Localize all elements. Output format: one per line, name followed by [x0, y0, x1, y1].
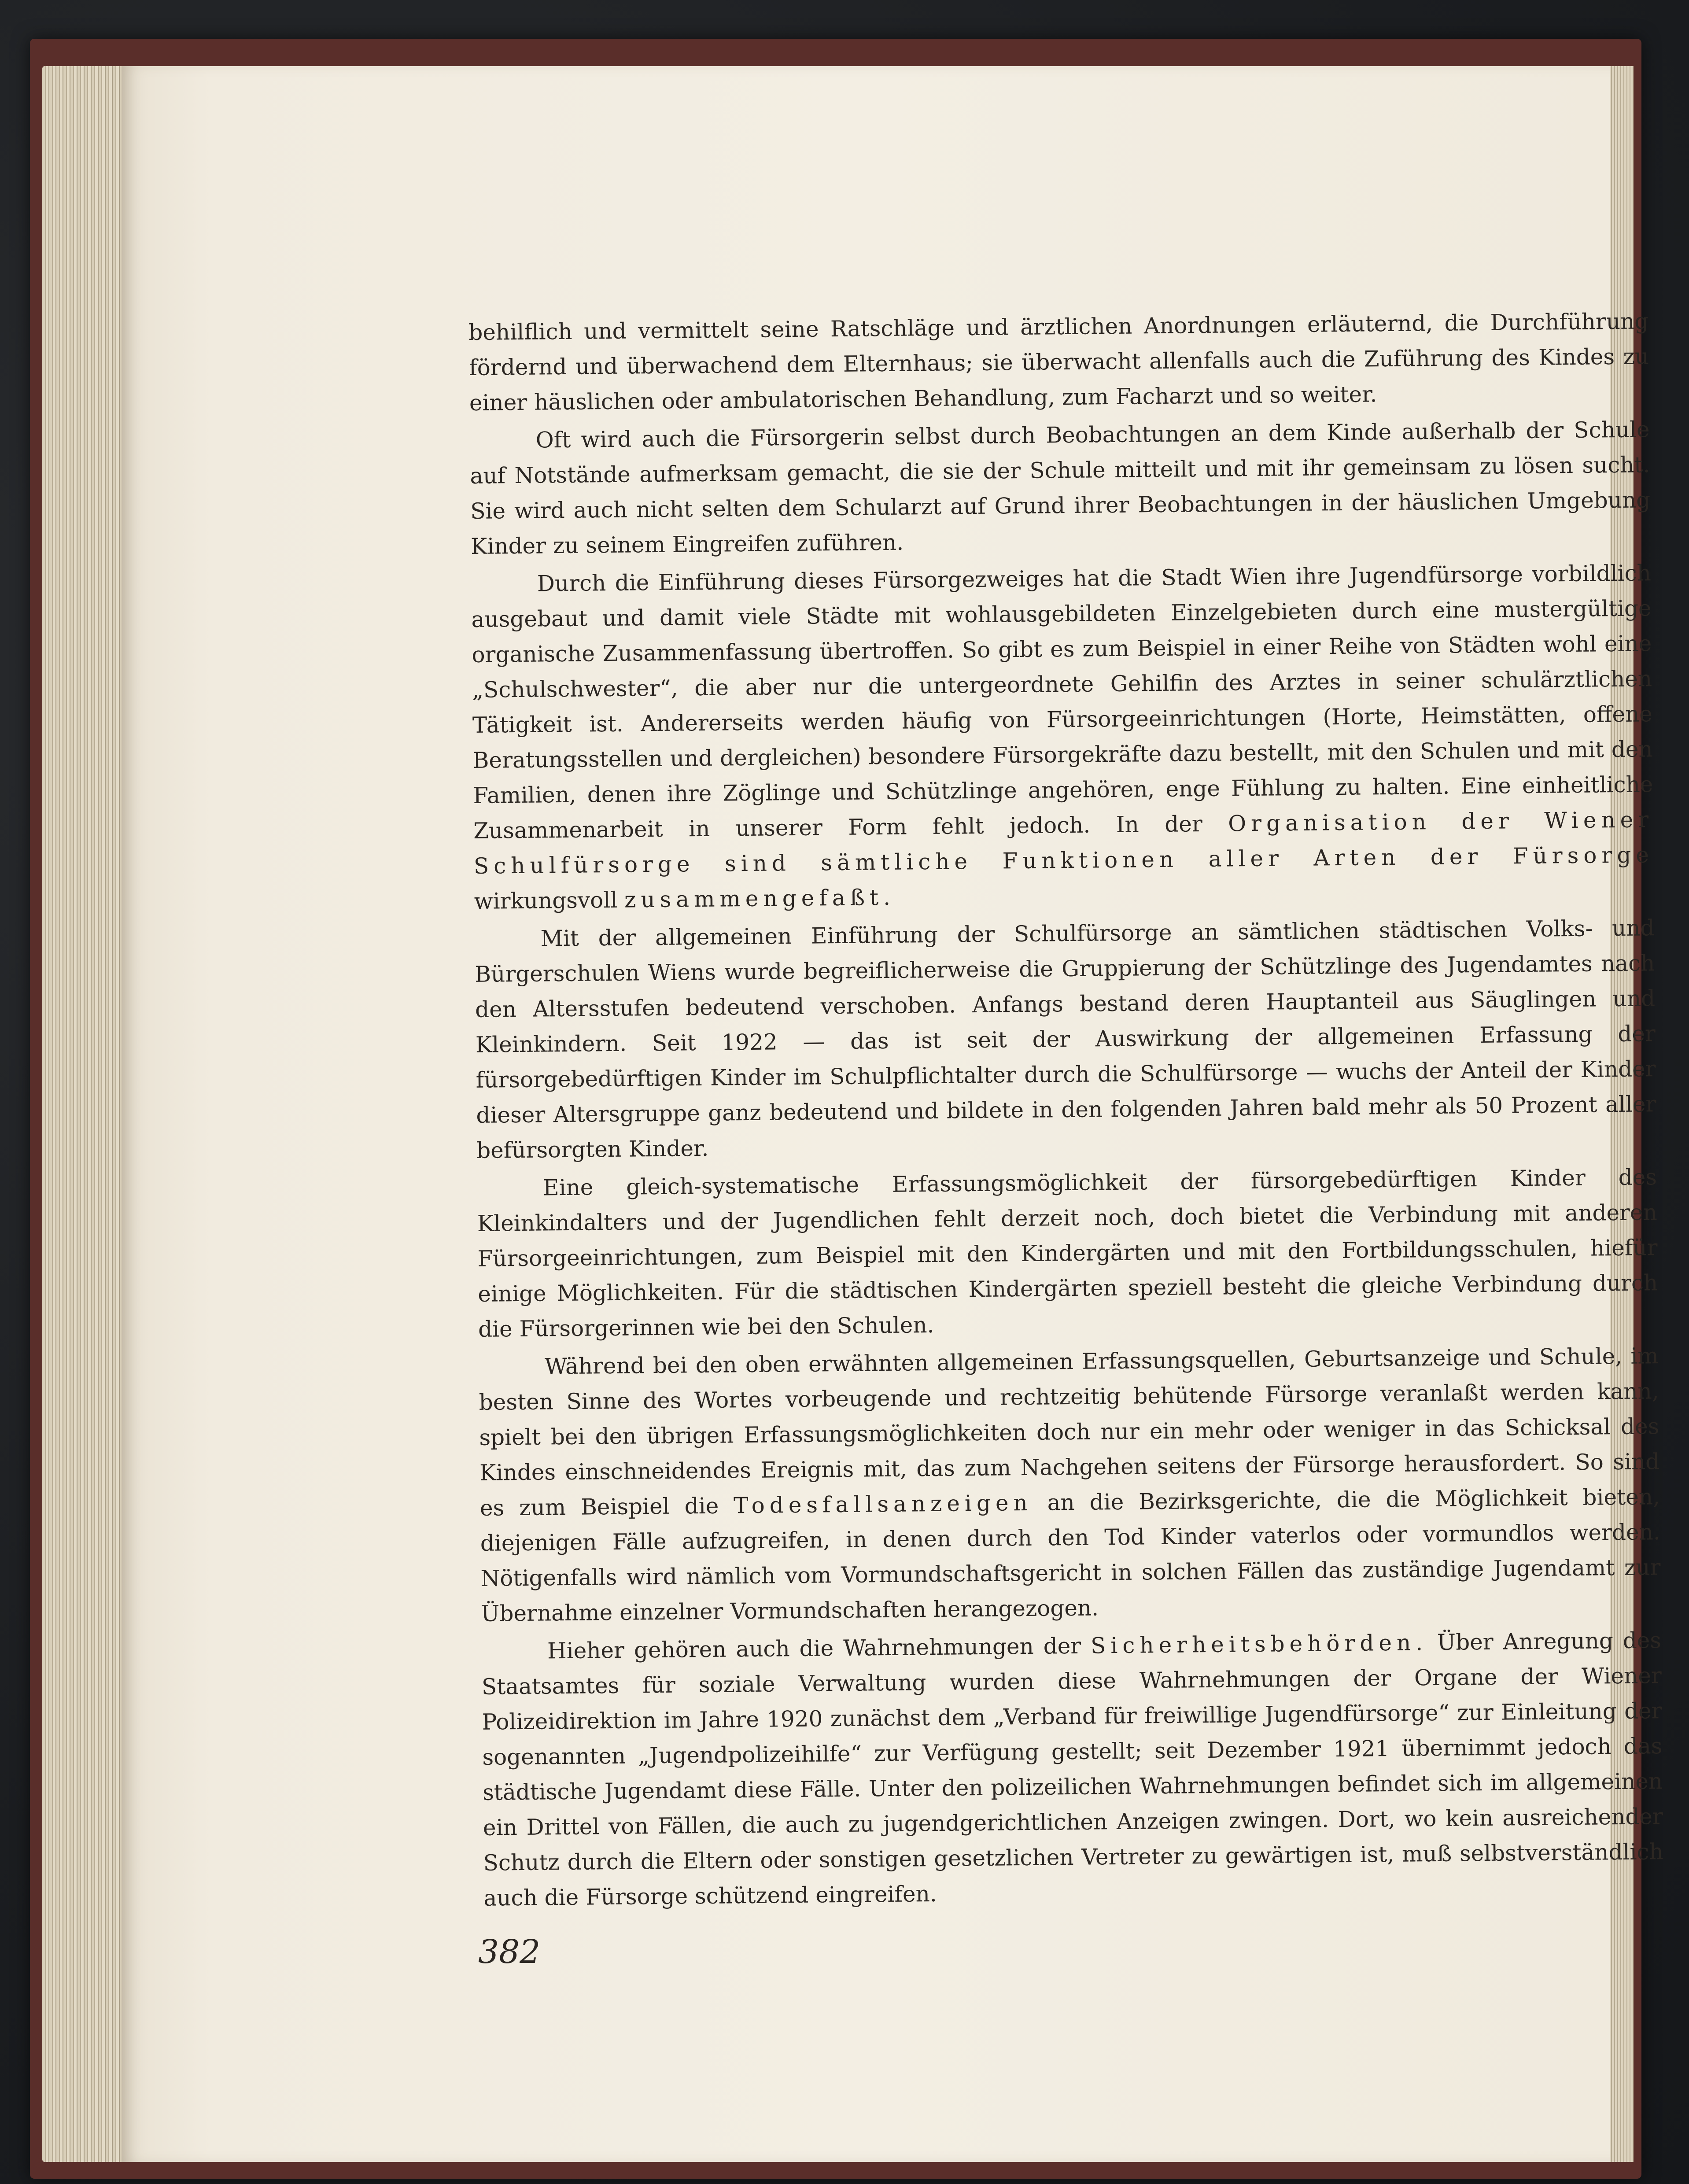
text-segment: an die Bezirksgerichte, die die Möglichkeit bieten, diejenigen Fälle aufzugreifen, in denen durch den Tod Kinder vaterlos oder vormundlos werden. Nötigenfalls wird nämlich vom Vormundschaftsgericht in solchen Fällen das zuständige Jugendamt zur Übernahme einzelner Vormundschaften herangezogen.	[480, 1484, 1661, 1627]
paragraph	[469, 412, 1651, 564]
text-segment: Während bei den oben erwähnten allgemeinen Erfassungsquellen, Geburtsanzeige und Schule, im besten Sinne des Wortes vorbeugende und rechtzeitig behütende Fürsorge veranlaßt werden kann, spielt bei den übrigen Erfassungsmöglichkeiten doch nur ein mehr oder weniger in das Schicksal des Kindes einschneidendes Ereignis mit, das zum Nachgehen seitens der Fürsorge herausfordert. So sind es zum Beispiel die	[479, 1343, 1660, 1521]
text-segment: Eine gleich-systematische Erfassungsmöglichkeit der fürsorgebedürftigen Kinder des Kleinkindalters und der Jugendlichen fehlt derzeit noch, doch bietet die Verbindung mit anderen Fürsorgeeinrichtungen, zum Beispiel mit den Kindergärten und mit den Fortbildungsschulen, hiefür einige Möglichkeiten. Für die städtischen Kindergärten speziell besteht die gleiche Verbindung durch die Fürsorgerinnen wie bei den Schulen.	[477, 1164, 1658, 1342]
paragraph	[481, 1623, 1664, 1916]
spaced-emphasis: Organisation der Wiener Schulfürsorge sind sämtliche Funktionen aller Arten der Fürsorge	[473, 807, 1654, 879]
text-segment: behilflich und vermittelt seine Ratschläge und ärztlichen Anordnungen erläuternd, die Durchführung fördernd und überwachend dem Elternhaus; sie überwacht allenfalls auch die Zuführung des Kindes zu einer häuslichen oder ambulatorischen Behandlung, zum Facharzt und so weiter.	[468, 308, 1649, 416]
paragraph	[468, 303, 1649, 421]
page-number: 382	[478, 1933, 541, 1971]
text-segment: Über Anregung des Staatsamtes für soziale Verwaltung wurden diese Wahrnehmungen der Organe der Wiener Polizeidirektion im Jahre 1920 zunächst dem „Verband für freiwillige Jugendfürsorge“ zur Einleitung der sogenannten „Jugendpolizeihilfe“ zur Verfügung gestellt; seit Dezember 1921 übernimmt jedoch das städtische Jugendamt diese Fälle. Unter den polizeilichen Wahrnehmungen befindet sich im allgemeinen ein Drittel von Fällen, die auch zu jugendgerichtlichen Anzeigen zwingen. Dort, wo kein ausreichender Schutz durch die Eltern oder sonstigen gesetzlichen Vertreter zu gewärtigen ist, muß selbstverständlich auch die Fürsorge schützend eingreifen.	[481, 1627, 1663, 1911]
paragraph	[471, 555, 1654, 919]
text-segment: Durch die Einführung dieses Fürsorgezweiges hat die Stadt Wien ihre Jugendfürsorge vorbildlich ausgebaut und damit viele Städte mit wohlausgebildeten Einzelgebieten durch eine mustergültige organische Zusammenfassung übertroffen. So gibt es zum Beispiel in einer Reihe von Städten wohl eine „Schulschwester“, die aber nur die untergeordnete Gehilfin des Arztes in seiner schulärztlichen Tätigkeit ist. Andererseits werden häufig von Fürsorgeeinrichtungen (Horte, Heimstätten, offene Beratungsstellen und dergleichen) besondere Fürsorgekräfte dazu bestellt, mit den Schulen und mit den Familien, denen ihre Zöglinge und Schützlinge angehören, enge Fühlung zu halten. Eine einheitliche Zusammenarbeit in unserer Form fehlt jedoch. In der	[471, 560, 1653, 844]
spaced-emphasis: Todesfallsanzeigen	[733, 1490, 1033, 1519]
text-segment: wirkungsvoll	[474, 887, 625, 914]
text-segment: Oft wird auch die Fürsorgerin selbst durch Beobachtungen an dem Kinde außerhalb der Schule auf Notstände aufmerksam gemacht, die sie der Schule mitteilt und mit ihr gemeinsam zu lösen sucht. Sie wird auch nicht selten dem Schularzt auf Grund ihrer Beobachtungen in der häuslichen Umgebung Kinder zu seinem Eingreifen zuführen.	[470, 417, 1651, 559]
paragraph	[477, 1159, 1659, 1347]
text-segment: Mit der allgemeinen Einführung der Schulfürsorge an sämtlichen städtischen Volks- und Bürgerschulen Wiens wurde begreiflicherweise die Gruppierung der Schützlinge des Jugendamtes nach den Altersstufen bedeutend verschoben. Anfangs bestand deren Hauptanteil aus Säuglingen und Kleinkindern. Seit 1922 — das ist seit der Auswirkung der allgemeinen Erfassung der fürsorgebedürftigen Kinder im Schulpflichtalter durch die Schulfürsorge — wuchs der Anteil der Kinder dieser Altersgruppe ganz bedeutend und bildete in den folgenden Jahren bald mehr als 50 Prozent aller befürsorgten Kinder.	[475, 915, 1656, 1163]
spaced-emphasis: Sicherheitsbehörden.	[1090, 1630, 1428, 1659]
spaced-emphasis: zusammengefaßt.	[624, 884, 896, 913]
paragraph	[474, 910, 1656, 1168]
paragraph	[479, 1338, 1661, 1631]
book-page	[122, 66, 1663, 2162]
body-text	[468, 303, 1664, 1918]
text-segment: Hieher gehören auch die Wahrnehmungen der	[547, 1633, 1091, 1664]
